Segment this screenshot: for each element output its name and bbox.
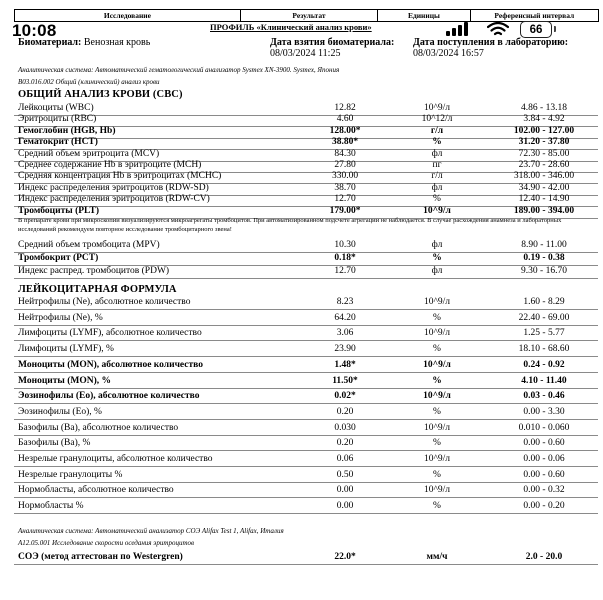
row-value: 330.00: [331, 171, 359, 182]
biomaterial-label: Биоматериал:: [18, 37, 82, 48]
row-value: 38.70: [334, 182, 356, 193]
row-divider: [14, 403, 598, 404]
row-value: 27.80: [334, 160, 356, 170]
row-unit: 10^9/л: [423, 391, 451, 402]
row-value: 38.80*: [331, 137, 359, 148]
row-name: Индекс распред. тромбоцитов (PDW): [18, 266, 170, 277]
row-name: Эозинофилы (Eo), абсолютное количество: [18, 391, 200, 402]
cellular-signal-icon: [446, 22, 472, 36]
row-value: 10.30: [334, 240, 356, 250]
row-name: Средний объем эритроцита (MCV): [18, 148, 160, 159]
header-units: Единицы: [378, 10, 471, 21]
service-code-note-esr: А12.05.001 Исследование скорости оседания эритроцитов: [18, 539, 195, 547]
row-name: Нормобласты %: [18, 501, 84, 512]
row-value: 12.82: [334, 103, 356, 113]
row-reference: 0.00 - 0.06: [523, 454, 565, 464]
service-code-note: В03.016.002 Общий (клинический) анализ крови: [18, 78, 160, 86]
row-unit: %: [433, 194, 441, 205]
row-name: Незрелые гранулоциты %: [18, 469, 123, 480]
row-name: Базофилы (Ba), абсолютное количество: [18, 422, 179, 433]
row-value: 3.06: [336, 328, 354, 339]
row-reference: 18.10 - 68.60: [518, 344, 570, 355]
row-unit: %: [432, 375, 442, 386]
date-received-label: Дата поступления в лабораторию:: [413, 37, 569, 48]
row-reference: 1.60 - 8.29: [523, 297, 565, 307]
row-name: Средний объем тромбоцита (MPV): [18, 240, 160, 250]
row-reference: 0.00 - 0.32: [523, 485, 565, 496]
row-name: Лейкоциты (WBC): [18, 103, 94, 113]
row-name: Лимфоциты (LYMF), %: [18, 344, 114, 355]
row-reference: 4.86 - 13.18: [521, 103, 567, 113]
row-reference: 9.30 - 16.70: [521, 266, 567, 277]
row-unit: г/л: [430, 125, 444, 136]
row-divider: [14, 450, 598, 451]
table-header: [14, 9, 599, 22]
row-value: 12.70: [334, 266, 356, 277]
battery-tip: [554, 26, 556, 32]
row-name: Моноциты (MON), абсолютное количество: [18, 359, 203, 370]
profile-title: ПРОФИЛЬ «Клинический анализ крови»: [210, 22, 372, 32]
row-name: Эритроциты (RBC): [18, 114, 97, 125]
row-value: 23.90: [334, 344, 356, 355]
row-value: 0.18*: [334, 253, 356, 264]
row-divider: [14, 513, 598, 514]
row-name: Гематокрит (HCT): [18, 137, 98, 148]
status-time: 10:08: [12, 21, 57, 40]
row-unit: фл: [431, 148, 443, 159]
row-value: 11.50*: [332, 375, 358, 386]
battery-icon: 66: [520, 21, 552, 38]
row-value: 0.20: [336, 406, 354, 417]
header-reference: Референсный интервал: [494, 11, 575, 20]
row-unit: %: [432, 137, 442, 148]
row-unit: %: [433, 312, 441, 323]
row-value: 64.20: [334, 312, 356, 323]
row-reference: 189.00 - 394.00: [513, 205, 575, 216]
date-taken-label: Дата взятия биоматериала:: [270, 37, 395, 48]
row-divider: [14, 309, 598, 310]
row-unit: мм/ч: [426, 552, 448, 562]
row-reference: 23.70 - 28.60: [518, 160, 570, 170]
row-value: 179.00*: [329, 205, 361, 216]
platelet-note: В препарате крови при микроскопии визуализируются микроагрегаты тромбоцитов. При автоматизированном подсчете агрегации не наблюдается. В случае расхождения анамнеза и лабораторных исследований рекомендуем повторное исследование тромбоцитарного звена!: [18, 217, 562, 233]
row-divider: [14, 356, 598, 357]
row-name: Нейтрофилы (Ne), абсолютное количество: [18, 297, 191, 307]
analytic-system-note: Аналитическая система: Автоматический гематологический анализатор Sysmex XN-3900. Sysmex, Япония: [18, 66, 340, 74]
row-unit: %: [433, 344, 441, 355]
row-reference: 0.00 - 0.60: [523, 438, 565, 449]
row-divider: [14, 419, 598, 420]
row-value: 84.30: [334, 148, 356, 159]
row-value: 0.06: [336, 454, 354, 464]
row-divider: [14, 497, 598, 498]
row-name: Среднее содержание Hb в эритроците (MCH): [18, 160, 202, 170]
row-reference: 34.90 - 42.00: [518, 182, 570, 193]
row-reference: 1.25 - 5.77: [523, 328, 565, 339]
row-reference: 102.00 - 127.00: [513, 125, 575, 136]
row-name: СОЭ (метод аттестован по Westergren): [18, 552, 183, 562]
row-unit: фл: [431, 182, 443, 193]
row-reference: 0.00 - 0.20: [523, 501, 565, 512]
row-reference: 4.10 - 11.40: [521, 375, 567, 386]
row-name: Гемоглобин (HGB, Hb): [18, 125, 116, 136]
row-value: 4.60: [336, 114, 354, 125]
biomaterial: [18, 37, 150, 48]
row-unit: 10^9/л: [423, 359, 451, 370]
row-name: Тромбокрит (PCT): [18, 253, 99, 264]
row-reference: 318.00 - 346.00: [513, 171, 575, 182]
row-value: 0.50: [336, 469, 354, 480]
row-unit: %: [433, 501, 441, 512]
row-divider: [14, 340, 598, 341]
row-reference: 0.00 - 0.60: [523, 469, 565, 480]
row-divider: [14, 388, 598, 389]
row-name: Лимфоциты (LYMF), абсолютное количество: [18, 328, 202, 339]
section-cbc-title: ОБЩИЙ АНАЛИЗ КРОВИ (CBC): [18, 89, 183, 100]
row-value: 0.00: [336, 485, 354, 496]
row-name: Эозинофилы (Eo), %: [18, 406, 102, 417]
row-unit: %: [433, 469, 441, 480]
biomaterial-value: Венозная кровь: [83, 37, 151, 48]
row-unit: 10^9/л: [423, 422, 451, 433]
row-value: 0.030: [334, 422, 356, 433]
row-reference: 0.03 - 0.46: [523, 391, 565, 402]
row-unit: 10^9/л: [423, 485, 451, 496]
row-value: 12.70: [334, 194, 356, 205]
section-leukocyte-title: ЛЕЙКОЦИТАРНАЯ ФОРМУЛА: [18, 284, 177, 295]
row-reference: 72.30 - 85.00: [518, 148, 570, 159]
analytic-system-note-esr: Аналитическая система: Автоматический анализатор СОЭ Alifax Test 1, Alifax, Италия: [18, 527, 284, 535]
row-unit: %: [432, 253, 442, 264]
row-divider: [14, 278, 598, 279]
row-reference: 12.40 - 14.90: [518, 194, 570, 205]
row-unit: 10^12/л: [421, 114, 453, 125]
row-reference: 0.010 - 0.060: [518, 422, 570, 433]
date-taken-value: 08/03/2024 11:25: [270, 48, 341, 59]
row-unit: 10^9/л: [423, 454, 451, 464]
date-received-value: 08/03/2024 16:57: [413, 48, 484, 59]
row-unit: %: [433, 438, 441, 449]
row-divider: [14, 466, 598, 467]
row-reference: 31.20 - 37.80: [518, 137, 570, 148]
row-name: Незрелые гранулоциты, абсолютное количество: [18, 454, 213, 464]
row-reference: 2.0 - 20.0: [525, 552, 563, 562]
row-reference: 3.84 - 4.92: [523, 114, 565, 125]
header-investigation: Исследование: [15, 10, 241, 21]
row-value: 22.0*: [334, 552, 356, 562]
wifi-icon: [487, 22, 509, 37]
row-unit: пг: [432, 160, 442, 170]
row-unit: фл: [431, 240, 443, 250]
row-name: Базофилы (Ba), %: [18, 438, 91, 449]
row-name: Нейтрофилы (Ne), %: [18, 312, 103, 323]
row-value: 0.02*: [334, 391, 356, 402]
header-result: Результат: [241, 10, 378, 21]
row-unit: 10^9/л: [423, 297, 451, 307]
row-name: Индекс распределения эритроцитов (RDW-CV): [18, 194, 210, 205]
row-name: Средняя концентрация Hb в эритроцитах (MCHC): [18, 171, 222, 182]
row-divider: [14, 482, 598, 483]
row-divider: [14, 564, 598, 565]
row-reference: 22.40 - 69.00: [518, 312, 570, 323]
row-value: 0.20: [336, 438, 354, 449]
row-divider: [14, 325, 598, 326]
row-name: Тромбоциты (PLT): [18, 205, 100, 216]
row-reference: 8.90 - 11.00: [521, 240, 567, 250]
row-value: 1.48*: [334, 359, 356, 370]
row-unit: г/л: [431, 171, 443, 182]
row-value: 0.00: [336, 501, 354, 512]
row-reference: 0.24 - 0.92: [523, 359, 565, 370]
row-name: Индекс распределения эритроцитов (RDW-SD): [18, 182, 209, 193]
row-value: 8.23: [336, 297, 354, 307]
row-unit: 10^9/л: [423, 328, 451, 339]
row-unit: 10^9/л: [423, 205, 451, 216]
row-divider: [14, 372, 598, 373]
row-divider: [14, 435, 598, 436]
row-name: Моноциты (MON), %: [18, 375, 112, 386]
row-value: 128.00*: [329, 125, 361, 136]
row-reference: 0.00 - 3.30: [523, 406, 565, 417]
row-reference: 0.19 - 0.38: [523, 253, 565, 264]
row-unit: 10^9/л: [423, 103, 451, 113]
row-unit: %: [433, 406, 441, 417]
row-name: Нормобласты, абсолютное количество: [18, 485, 174, 496]
row-unit: фл: [431, 266, 443, 277]
